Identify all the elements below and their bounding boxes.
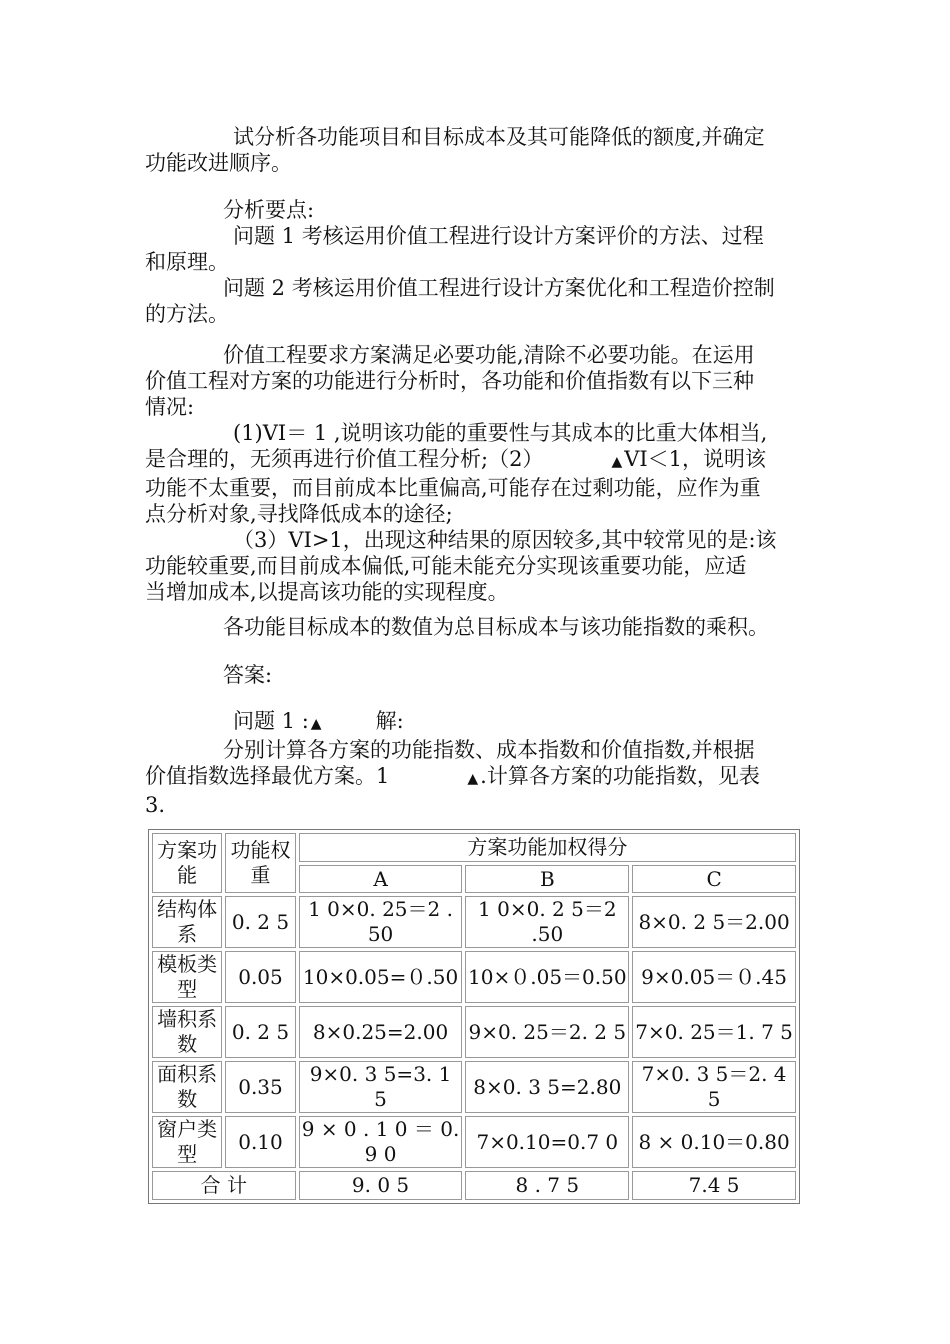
cell-a: 1 0×0. 25＝2 . 50 bbox=[299, 896, 463, 948]
cell-function: 模板类型 bbox=[152, 951, 222, 1003]
answer-heading-paragraph bbox=[145, 662, 805, 688]
value-engineering-paragraph bbox=[145, 342, 805, 605]
total-c: 7.4 5 bbox=[632, 1171, 796, 1200]
target-cost-paragraph bbox=[145, 614, 805, 640]
cell-c: 7×0. 25＝1. 7 5 bbox=[632, 1006, 796, 1058]
ve-case1-line-2b: VI＜1，说明该 bbox=[624, 447, 767, 471]
cell-weight: 0. 2 5 bbox=[225, 896, 295, 948]
ve-case2-line-4: 点分析对象,寻找降低成本的途径; bbox=[145, 502, 453, 526]
answer-line-2: 分别计算各方案的功能指数、成本指数和价值指数,并根据 bbox=[223, 738, 755, 762]
total-label: 合 计 bbox=[152, 1171, 296, 1200]
intro-line-1: 试分析各功能项目和目标成本及其可能降低的额度,并确定 bbox=[233, 125, 765, 149]
cell-c: 8×0. 2 5＝2.00 bbox=[632, 896, 796, 948]
cell-function: 窗户类型 bbox=[152, 1116, 222, 1168]
cell-c: 9×0.05＝０.45 bbox=[632, 951, 796, 1003]
cell-weight: 0. 2 5 bbox=[225, 1006, 295, 1058]
cell-weight: 0.05 bbox=[225, 951, 295, 1003]
total-b: 8 . 7 5 bbox=[465, 1171, 629, 1200]
cell-c: 8 × 0.10＝0.80 bbox=[632, 1116, 796, 1168]
header-weighted-score: 方案功能加权得分 bbox=[299, 833, 796, 862]
table-row bbox=[152, 1006, 796, 1058]
intro-line-2: 功能改进顺序。 bbox=[145, 151, 292, 175]
header-weight: 功能权重 bbox=[225, 833, 295, 893]
analysis-q2-line-2: 的方法。 bbox=[145, 302, 229, 326]
cell-a: 10×0.05=０.50 bbox=[299, 951, 463, 1003]
cell-function: 面积系数 bbox=[152, 1061, 222, 1113]
ve-case3-line-1: （3）VI>1，出现这种结果的原因较多,其中较常见的是:该 bbox=[233, 528, 777, 552]
answer-q1-label: 问题 1 : bbox=[233, 709, 309, 733]
analysis-q2-line-1: 问题 2 考核运用价值工程进行设计方案优化和工程造价控制 bbox=[223, 276, 775, 300]
cell-b: 10×０.05＝0.50 bbox=[465, 951, 629, 1003]
ve-line-1: 价值工程要求方案满足必要功能,清除不必要功能。在运用 bbox=[223, 343, 755, 367]
ve-case1-line-1: (1)VI＝ 1 ,说明该功能的重要性与其成本的比重大体相当, bbox=[233, 421, 768, 445]
total-a: 9. 0 5 bbox=[299, 1171, 463, 1200]
ve-case3-line-2: 功能较重要,而目前成本偏低,可能未能充分实现该重要功能，应适 bbox=[145, 554, 747, 578]
cell-weight: 0.10 bbox=[225, 1116, 295, 1168]
cell-a: 9 × 0 . 1 0 ＝ 0. 9 0 bbox=[299, 1116, 463, 1168]
cell-a: 9×0. 3 5=3. 1 5 bbox=[299, 1061, 463, 1113]
ve-case1-line-2a: 是合理的，无须再进行价值工程分析;（2） bbox=[145, 447, 544, 471]
bell-mark-icon: ▲ bbox=[310, 716, 322, 732]
ve-case3-line-3: 当增加成本,以提高该功能的实现程度。 bbox=[145, 580, 509, 604]
cell-function: 墙积系数 bbox=[152, 1006, 222, 1058]
table-header-row bbox=[152, 833, 796, 862]
intro-paragraph bbox=[145, 124, 805, 176]
answer-line-4: 3. bbox=[145, 793, 166, 817]
header-col-b: B bbox=[465, 865, 629, 893]
cell-function: 结构体系 bbox=[152, 896, 222, 948]
target-cost-line: 各功能目标成本的数值为总目标成本与该功能指数的乘积。 bbox=[223, 615, 769, 639]
analysis-heading: 分析要点: bbox=[223, 198, 315, 222]
table-row bbox=[152, 1116, 796, 1168]
cell-a: 8×0.25=2.00 bbox=[299, 1006, 463, 1058]
function-score-table bbox=[148, 829, 800, 1204]
header-function: 方案功能 bbox=[152, 833, 222, 893]
answer-paragraph bbox=[145, 708, 805, 818]
cell-b: 9×0. 25＝2. 2 5 bbox=[465, 1006, 629, 1058]
table-total-row bbox=[152, 1171, 796, 1200]
header-col-a: A bbox=[299, 865, 463, 893]
bell-mark-icon: ▲ bbox=[611, 454, 623, 470]
cell-b: 1 0×0. 2 5＝2 .50 bbox=[465, 896, 629, 948]
analysis-q1-line-1: 问题 1 考核运用价值工程进行设计方案评价的方法、过程 bbox=[233, 224, 764, 248]
table-row bbox=[152, 951, 796, 1003]
header-col-c: C bbox=[632, 865, 796, 893]
analysis-paragraph bbox=[145, 197, 805, 327]
ve-line-2: 价值工程对方案的功能进行分析时，各功能和价值指数有以下三种 bbox=[145, 369, 754, 393]
cell-weight: 0.35 bbox=[225, 1061, 295, 1113]
answer-heading: 答案: bbox=[223, 663, 273, 687]
answer-line-3a: 价值指数选择最优方案。1 bbox=[145, 764, 390, 788]
cell-b: 8×0. 3 5=2.80 bbox=[465, 1061, 629, 1113]
ve-case2-line-3: 功能不太重要，而目前成本比重偏高,可能存在过剩功能，应作为重 bbox=[145, 476, 761, 500]
answer-line-3b: .计算各方案的功能指数，见表 bbox=[480, 764, 760, 788]
cell-b: 7×0.10=0.7 0 bbox=[465, 1116, 629, 1168]
ve-line-3: 情况: bbox=[145, 395, 195, 419]
table-row bbox=[152, 896, 796, 948]
analysis-q1-line-2: 和原理。 bbox=[145, 250, 229, 274]
bell-mark-icon: ▲ bbox=[467, 771, 479, 787]
answer-solution-label: 解: bbox=[375, 709, 404, 733]
table-row bbox=[152, 1061, 796, 1113]
cell-c: 7×0. 3 5＝2. 4 5 bbox=[632, 1061, 796, 1113]
